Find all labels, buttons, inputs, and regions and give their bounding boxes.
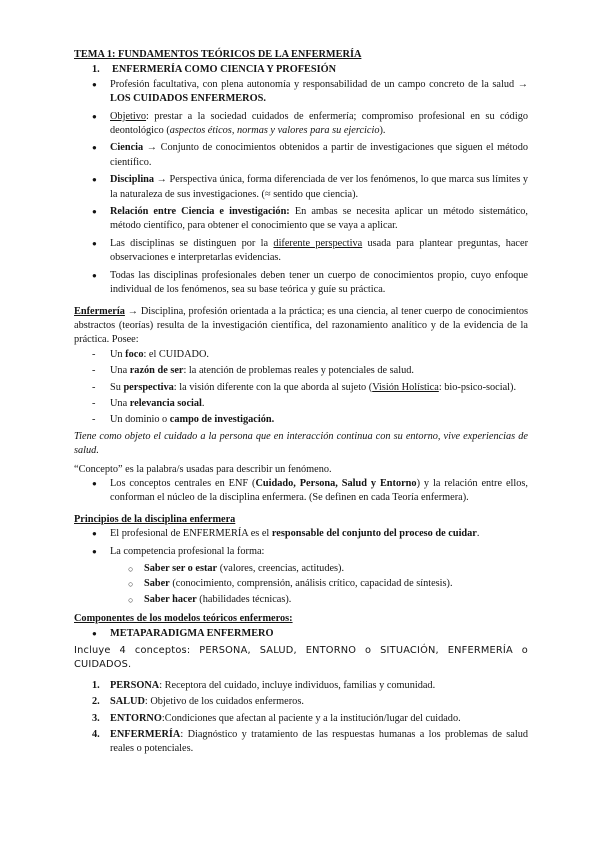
list-item: ● Objetivo: prestar a la sociedad cuidados de enfermería; compromiso profesional en su código deontológico (aspectos éticos, normas y valores para su ejercicio). [92,110,528,139]
list-item: ● Todas las disciplinas profesionales deben tener un cuerpo de conocimientos propio, cuyo enfoque individual de los fenómenos, sea su base teórica y guíe su práctica. [92,269,528,298]
item-text: :Condiciones que afectan al paciente y a la institución/lugar del cuidado. [161,712,461,724]
list-item: ○ Saber hacer (habilidades técnicas). [128,593,528,607]
concepto-definition: “Concepto” es la palabra/s usadas para describir un fenómeno. [74,463,332,475]
list-item: ● Los conceptos centrales en ENF (Cuidado, Persona, Salud y Entorno) y la relación entre ellos, conforman el núcleo de la disciplina enfermera. (Se definen en cada Teoría enfermera). [92,477,528,506]
item-term: PERSONA [110,679,160,691]
list-item: - Un dominio o campo de investigación. [92,413,528,427]
list-item: ● Ciencia → Conjunto de conocimientos obtenidos a partir de investigaciones que siguen el método científico. [92,141,528,170]
item-text: : Receptora del cuidado, incluye individuos, familias y comunidad. [159,679,436,691]
bullet-list-1 [74,78,528,298]
list-item: ● Relación entre Ciencia e investigación: En ambas se necesita aplicar un método sistemático, método científico, para obtener el conocimiento que se vaya a aplicar. [92,205,528,234]
bullet-list-4 [74,627,528,641]
list-item [92,679,528,693]
item-text: : Diagnóstico y tratamiento de las respuestas humanas a los problemas de salud reales o potenciales. [110,729,528,755]
item-term: SALUD [110,696,145,708]
list-item: ○ Saber (conocimiento, comprensión, análisis crítico, capacidad de síntesis). [128,577,528,591]
list-item: - Una relevancia social. [92,397,528,411]
list-item [92,728,528,757]
numbered-list [74,679,528,757]
incluye-text: Incluye 4 conceptos: PERSONA, SALUD, ENTORNO o SITUACIÓN, ENFERMERÍA o CUIDADOS. [74,645,528,671]
document-title: TEMA 1: FUNDAMENTOS TEÓRICOS DE LA ENFERMERÍA [74,49,362,60]
list-item: ● La competencia profesional la forma: [92,545,528,559]
section-heading-text: ENFERMERÍA COMO CIENCIA Y PROFESIÓN [112,64,337,76]
item-number: 3. [92,712,100,724]
item-number: 4. [92,729,100,741]
componentes-heading: Componentes de los modelos teóricos enfermeros: [74,613,293,625]
list-item: - Un foco: el CUIDADO. [92,348,528,362]
item-term: ENTORNO [110,712,162,724]
enfermeria-definition: Enfermería → Disciplina, profesión orientada a la práctica; es una ciencia, al tener cuerpo de conocimientos abstractos (teorías) resulta de la investigación científica, del razonamiento analítico y de la evidencia de la práctica. Posee: [74,305,528,346]
list-item [92,695,528,709]
section-number: 1. [92,64,100,76]
item-number: 2. [92,696,100,708]
list-item: - Una razón de ser: la atención de problemas reales y potenciales de salud. [92,364,528,378]
list-item: ○ Saber ser o estar (valores, creencias, actitudes). [128,562,528,576]
list-item: ● Profesión facultativa, con plena autonomía y responsabilidad de un campo concreto de la salud → LOS CUIDADOS ENFERMEROS. [92,78,528,107]
list-item [92,712,528,726]
item-number: 1. [92,679,100,691]
item-term: ENFERMERÍA [110,729,181,741]
list-item: ● El profesional de ENFERMERÍA es el responsable del conjunto del proceso de cuidar. [92,527,528,541]
list-item: ● METAPARADIGMA ENFERMERO [92,627,528,641]
item-text: : Objetivo de los cuidados enfermeros. [144,696,304,708]
document-page [74,48,528,759]
dash-list [74,348,528,428]
list-item: ● Disciplina → Perspectiva única, forma diferenciada de ver los fenómenos, lo que marca sus límites y la naturaleza de sus investigaciones. (≈ sentido que ciencia). [92,173,528,202]
list-item: - Su perspectiva: la visión diferente con la que aborda al sujeto (Visión Holística: bio-psico-social). [92,381,528,395]
section-heading-1 [92,63,528,77]
italic-note: Tiene como objeto el cuidado a la persona que en interacción continua con su entorno, vive experiencias de salud. [74,430,528,457]
bullet-list-2 [74,477,528,506]
circle-list [74,562,528,607]
list-item: ● Las disciplinas se distinguen por la diferente perspectiva usada para plantear preguntas, hacer observaciones e interpretarlas evidencias. [92,237,528,266]
principios-heading: Principios de la disciplina enfermera [74,513,236,525]
bullet-list-3 [74,527,528,559]
